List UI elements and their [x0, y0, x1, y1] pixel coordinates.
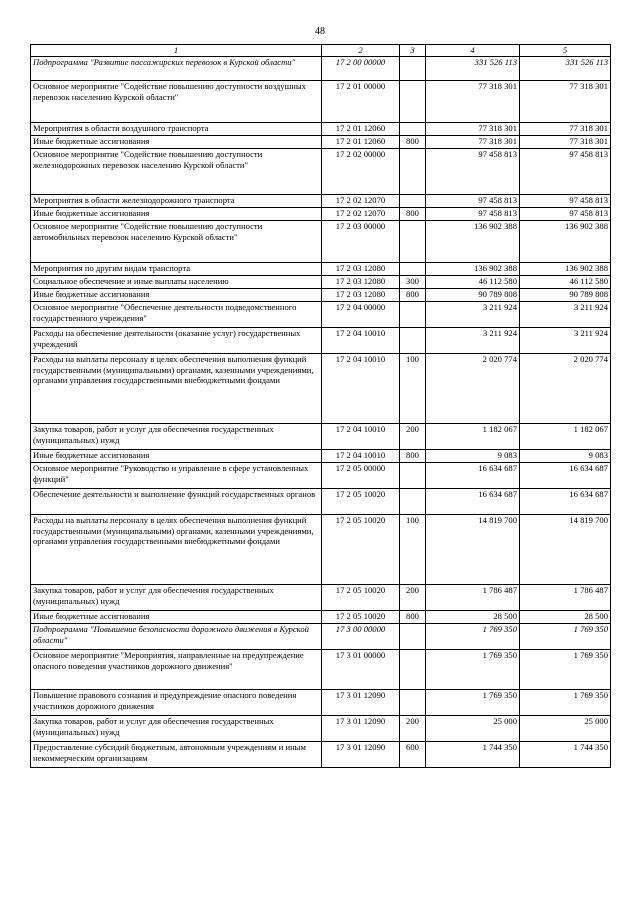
row-name-cell: Повышение правового сознания и предупреждение опасного поведения участников дорожного движения [31, 690, 322, 716]
row-sum-2024-cell: 90 789 808 [426, 289, 520, 302]
page-number: 48 [315, 26, 325, 37]
row-sum-2024-cell: 97 458 813 [426, 195, 520, 208]
row-sum-2024-cell: 3 211 924 [426, 328, 520, 354]
row-name-cell: Основное мероприятие "Содействие повышению доступности автомобильных перевозок населению Курской области" [31, 221, 322, 263]
row-name-cell: Мероприятия по другим видам транспорта [31, 263, 322, 276]
row-sum-2025-cell: 97 458 813 [520, 195, 611, 208]
row-name-cell: Иные бюджетные ассигнования [31, 208, 322, 221]
table-row [31, 650, 611, 690]
row-code-cell: 17 2 01 12060 [322, 123, 400, 136]
row-sum-2024-cell: 28 500 [426, 611, 520, 624]
row-sum-2024-cell: 97 458 813 [426, 149, 520, 195]
row-name-cell: Иные бюджетные ассигнования [31, 611, 322, 624]
row-code-cell: 17 2 05 10020 [322, 489, 400, 515]
row-sum-2025-cell: 1 769 350 [520, 650, 611, 690]
header-col-3: 3 [400, 45, 426, 57]
row-code-cell: 17 2 03 12080 [322, 263, 400, 276]
row-code-cell: 17 2 04 00000 [322, 302, 400, 328]
row-code-cell: 17 2 03 12080 [322, 289, 400, 302]
row-name-cell: Иные бюджетные ассигнования [31, 136, 322, 149]
row-sum-2025-cell: 16 634 687 [520, 489, 611, 515]
row-name-cell: Основное мероприятие "Содействие повышению доступности воздушных перевозок населению Курской области" [31, 81, 322, 123]
row-type-cell [400, 123, 426, 136]
table-row [31, 136, 611, 149]
row-sum-2025-cell: 9 083 [520, 450, 611, 463]
row-name-cell: Основное мероприятие "Мероприятия, направленные на предупреждение опасного поведения участников дорожного движения" [31, 650, 322, 690]
row-code-cell: 17 2 05 00000 [322, 463, 400, 489]
row-sum-2025-cell: 1 786 487 [520, 585, 611, 611]
row-code-cell: 17 2 05 10020 [322, 611, 400, 624]
row-type-cell: 800 [400, 136, 426, 149]
row-sum-2024-cell: 77 318 301 [426, 81, 520, 123]
table-row [31, 81, 611, 123]
header-row [31, 45, 611, 57]
row-sum-2025-cell: 28 500 [520, 611, 611, 624]
table-row [31, 195, 611, 208]
table-row [31, 515, 611, 585]
row-code-cell: 17 2 02 12070 [322, 208, 400, 221]
row-type-cell: 800 [400, 611, 426, 624]
row-sum-2024-cell: 331 526 113 [426, 57, 520, 81]
header-col-4: 4 [426, 45, 520, 57]
row-type-cell [400, 263, 426, 276]
row-sum-2025-cell: 1 769 350 [520, 624, 611, 650]
row-sum-2025-cell: 25 000 [520, 716, 611, 742]
row-sum-2024-cell: 136 902 388 [426, 263, 520, 276]
table-row [31, 611, 611, 624]
table-row [31, 328, 611, 354]
row-type-cell: 600 [400, 742, 426, 768]
row-sum-2024-cell: 2 020 774 [426, 354, 520, 424]
row-code-cell: 17 2 03 00000 [322, 221, 400, 263]
table-row [31, 450, 611, 463]
row-sum-2025-cell: 97 458 813 [520, 149, 611, 195]
row-sum-2025-cell: 90 789 808 [520, 289, 611, 302]
row-type-cell [400, 81, 426, 123]
row-sum-2025-cell: 1 769 350 [520, 690, 611, 716]
row-sum-2025-cell: 97 458 813 [520, 208, 611, 221]
row-sum-2024-cell: 1 769 350 [426, 690, 520, 716]
row-type-cell [400, 149, 426, 195]
row-sum-2024-cell: 1 744 350 [426, 742, 520, 768]
row-sum-2024-cell: 3 211 924 [426, 302, 520, 328]
row-code-cell: 17 2 05 10020 [322, 585, 400, 611]
table-row [31, 57, 611, 81]
row-code-cell: 17 3 01 00000 [322, 650, 400, 690]
row-name-cell: Иные бюджетные ассигнования [31, 450, 322, 463]
table-row [31, 716, 611, 742]
row-type-cell [400, 489, 426, 515]
table-row [31, 289, 611, 302]
row-sum-2025-cell: 1 744 350 [520, 742, 611, 768]
row-sum-2024-cell: 1 769 350 [426, 624, 520, 650]
row-type-cell [400, 57, 426, 81]
row-code-cell: 17 3 00 00000 [322, 624, 400, 650]
row-code-cell: 17 2 04 10010 [322, 450, 400, 463]
row-type-cell [400, 690, 426, 716]
header-col-2: 2 [322, 45, 400, 57]
row-type-cell [400, 302, 426, 328]
row-sum-2024-cell: 77 318 301 [426, 136, 520, 149]
row-code-cell: 17 2 04 10010 [322, 354, 400, 424]
row-sum-2025-cell: 46 112 580 [520, 276, 611, 289]
row-type-cell: 800 [400, 450, 426, 463]
row-name-cell: Подпрограмма "Повышение безопасности дорожного движения в Курской области" [31, 624, 322, 650]
row-type-cell [400, 221, 426, 263]
row-name-cell: Обеспечение деятельности и выполнение функций государственных органов [31, 489, 322, 515]
row-type-cell: 100 [400, 354, 426, 424]
row-code-cell: 17 3 01 12090 [322, 716, 400, 742]
row-type-cell: 200 [400, 585, 426, 611]
row-name-cell: Закупка товаров, работ и услуг для обеспечения государственных (муниципальных) нужд [31, 585, 322, 611]
row-sum-2024-cell: 25 000 [426, 716, 520, 742]
row-name-cell: Расходы на обеспечение деятельности (оказание услуг) государственных учреждений [31, 328, 322, 354]
header-col-1: 1 [31, 45, 322, 57]
table-row [31, 624, 611, 650]
row-name-cell: Иные бюджетные ассигнования [31, 289, 322, 302]
row-name-cell: Закупка товаров, работ и услуг для обеспечения государственных (муниципальных) нужд [31, 424, 322, 450]
row-code-cell: 17 2 05 10020 [322, 515, 400, 585]
row-sum-2025-cell: 3 211 924 [520, 302, 611, 328]
row-name-cell: Подпрограмма "Развитие пассажирских перевозок в Курской области" [31, 57, 322, 81]
row-code-cell: 17 2 02 12070 [322, 195, 400, 208]
row-name-cell: Социальное обеспечение и иные выплаты населению [31, 276, 322, 289]
row-sum-2025-cell: 136 902 388 [520, 221, 611, 263]
table-row [31, 302, 611, 328]
row-code-cell: 17 2 04 10010 [322, 328, 400, 354]
row-sum-2025-cell: 16 634 687 [520, 463, 611, 489]
row-sum-2025-cell: 77 318 301 [520, 81, 611, 123]
row-type-cell [400, 650, 426, 690]
row-sum-2024-cell: 16 634 687 [426, 463, 520, 489]
table-row [31, 489, 611, 515]
row-sum-2024-cell: 16 634 687 [426, 489, 520, 515]
row-code-cell: 17 2 02 00000 [322, 149, 400, 195]
row-code-cell: 17 2 04 10010 [322, 424, 400, 450]
row-type-cell [400, 328, 426, 354]
row-sum-2024-cell: 9 083 [426, 450, 520, 463]
table-row [31, 149, 611, 195]
row-sum-2024-cell: 1 786 487 [426, 585, 520, 611]
row-name-cell: Основное мероприятие "Руководство и управление в сфере установленных функций" [31, 463, 322, 489]
table-row [31, 690, 611, 716]
row-type-cell: 200 [400, 716, 426, 742]
row-type-cell: 200 [400, 424, 426, 450]
row-name-cell: Закупка товаров, работ и услуг для обеспечения государственных (муниципальных) нужд [31, 716, 322, 742]
row-sum-2024-cell: 1 182 067 [426, 424, 520, 450]
row-sum-2024-cell: 97 458 813 [426, 208, 520, 221]
header-col-5: 5 [520, 45, 611, 57]
row-type-cell: 100 [400, 515, 426, 585]
row-sum-2025-cell: 77 318 301 [520, 123, 611, 136]
row-sum-2024-cell: 14 819 700 [426, 515, 520, 585]
row-name-cell: Расходы на выплаты персоналу в целях обеспечения выполнения функций государственными (муниципальными) органами, казенными учреждениями, органами управления государственными внебюджетными фондами [31, 354, 322, 424]
row-name-cell: Расходы на выплаты персоналу в целях обеспечения выполнения функций государственными (муниципальными) органами, казенными учреждениями, органами управления государственными внебюджетными фондами [31, 515, 322, 585]
row-sum-2025-cell: 3 211 924 [520, 328, 611, 354]
table-row [31, 221, 611, 263]
row-name-cell: Основное мероприятие "Содействие повышению доступности железнодорожных перевозок населению Курской области" [31, 149, 322, 195]
row-type-cell [400, 624, 426, 650]
row-name-cell: Основное мероприятие "Обеспечение деятельности подведомственного государственного учреждения" [31, 302, 322, 328]
row-sum-2024-cell: 77 318 301 [426, 123, 520, 136]
row-code-cell: 17 2 01 00000 [322, 81, 400, 123]
row-code-cell: 17 3 01 12090 [322, 690, 400, 716]
row-sum-2024-cell: 46 112 580 [426, 276, 520, 289]
row-code-cell: 17 3 01 12090 [322, 742, 400, 768]
row-type-cell [400, 195, 426, 208]
row-code-cell: 17 2 03 12080 [322, 276, 400, 289]
row-code-cell: 17 2 00 00000 [322, 57, 400, 81]
row-type-cell: 300 [400, 276, 426, 289]
row-sum-2025-cell: 1 182 067 [520, 424, 611, 450]
row-sum-2025-cell: 2 020 774 [520, 354, 611, 424]
row-sum-2025-cell: 331 526 113 [520, 57, 611, 81]
table-row [31, 424, 611, 450]
row-sum-2025-cell: 136 902 388 [520, 263, 611, 276]
row-type-cell [400, 463, 426, 489]
table-row [31, 276, 611, 289]
row-type-cell: 800 [400, 289, 426, 302]
row-name-cell: Мероприятия в области железнодорожного транспорта [31, 195, 322, 208]
row-name-cell: Мероприятия в области воздушного транспорта [31, 123, 322, 136]
row-sum-2024-cell: 136 902 388 [426, 221, 520, 263]
table-row [31, 742, 611, 768]
table-row [31, 354, 611, 424]
row-sum-2025-cell: 14 819 700 [520, 515, 611, 585]
table-row [31, 463, 611, 489]
row-sum-2024-cell: 1 769 350 [426, 650, 520, 690]
row-type-cell: 800 [400, 208, 426, 221]
table-row [31, 208, 611, 221]
table-row [31, 123, 611, 136]
table-row [31, 585, 611, 611]
budget-table [30, 44, 611, 768]
row-name-cell: Предоставление субсидий бюджетным, автономным учреждениям и иным некоммерческим организациям [31, 742, 322, 768]
table-row [31, 263, 611, 276]
row-sum-2025-cell: 77 318 301 [520, 136, 611, 149]
row-code-cell: 17 2 01 12060 [322, 136, 400, 149]
